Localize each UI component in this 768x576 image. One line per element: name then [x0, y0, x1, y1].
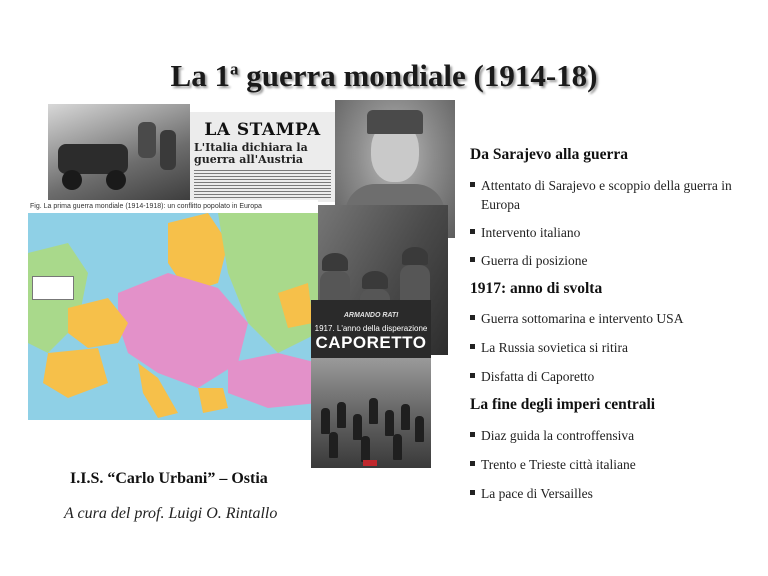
author-credit: A cura del prof. Luigi O. Rintallo — [64, 505, 278, 522]
title-superscript: a — [229, 59, 239, 79]
list-item: Disfatta di Caporetto — [470, 367, 760, 386]
list-item: Intervento italiano — [470, 223, 760, 242]
school-name: I.I.S. “Carlo Urbani” – Ostia — [70, 470, 268, 487]
list-item: Guerra sottomarina e intervento USA — [470, 309, 760, 328]
newspaper-photo — [190, 112, 335, 202]
europe-map — [28, 200, 318, 420]
list-item: Trento e Trieste città italiane — [470, 455, 760, 474]
slide-title — [0, 58, 768, 94]
sarajevo-car-photo — [48, 104, 190, 202]
list-item: Attentato di Sarajevo e scoppio della guerra in Europa — [470, 176, 760, 214]
newspaper-headline: L'Italia dichiara la guerra all'Austria — [194, 141, 308, 166]
map-shapes — [28, 213, 318, 420]
book-author: ARMANDO RATI — [343, 312, 399, 319]
title-rest: guerra mondiale (1914-18) — [238, 58, 598, 93]
section-heading: 1917: anno di svolta — [470, 280, 603, 297]
section-heading: La fine degli imperi centrali — [470, 396, 656, 413]
list-item: La Russia sovietica si ritira — [470, 338, 760, 357]
book-subtitle: 1917. L'anno della disperazione — [314, 324, 428, 333]
map-legend — [32, 276, 74, 300]
book-title: CAPORETTO — [315, 333, 427, 352]
title-prefix: La 1 — [170, 58, 230, 93]
newspaper-masthead: LA STAMPA — [204, 120, 321, 140]
caporetto-book-cover — [311, 300, 431, 468]
list-item: Diaz guida la controffensiva — [470, 426, 760, 445]
map-caption: Fig. La prima guerra mondiale (1914-1918): un conflitto popolato in Europa — [28, 200, 318, 213]
topics-list — [470, 146, 760, 503]
list-item: La pace di Versailles — [470, 484, 760, 503]
list-item: Guerra di posizione — [470, 251, 760, 270]
section-heading: Da Sarajevo alla guerra — [470, 146, 628, 163]
